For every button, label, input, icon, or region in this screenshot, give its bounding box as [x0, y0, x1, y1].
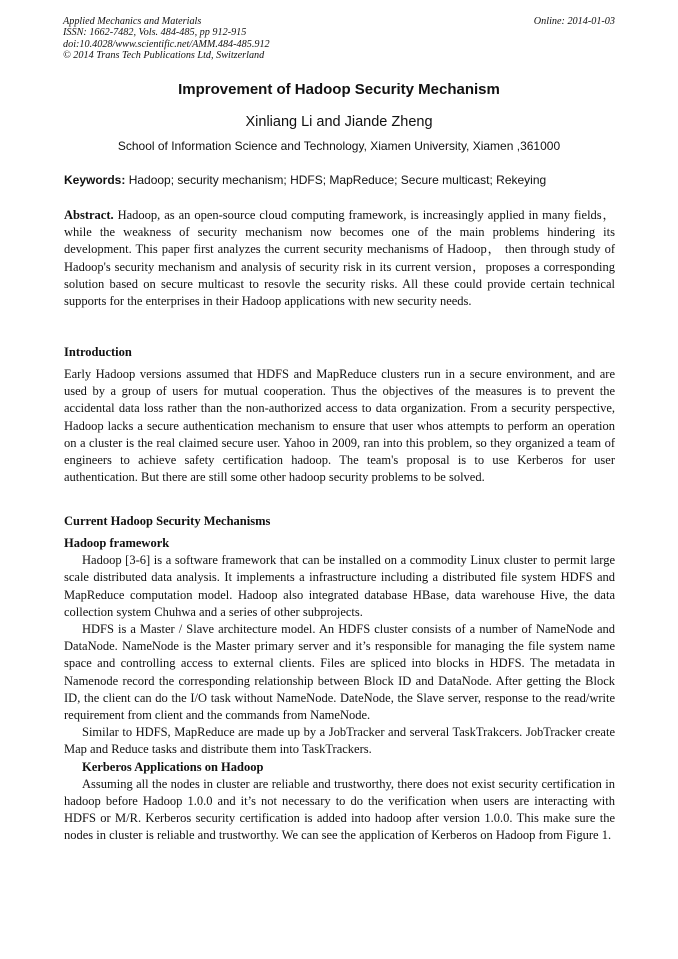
keywords-text: Hadoop; security mechanism; HDFS; MapReduce; Secure multicast; Rekeying: [125, 173, 547, 187]
framework-paragraph-2: HDFS is a Master / Slave architecture model. An HDFS cluster consists of a number of NameNode and DataNode. NameNode is the Master primary server and it’s responsible for managing the file system name space and controlling access to external clients. Files are spliced into blocks in HDFS. The metadata in Namenode record the corresponding relationship between Block ID and DataNode. After getting the Block ID, the client can do the I/O task without NameNode. DateNode, the Slave server, response to the read/write requirement from client and the commands from NameNode.: [64, 622, 615, 723]
journal-name: Applied Mechanics and Materials: [63, 16, 202, 27]
keywords: [64, 173, 615, 187]
abstract-label: Abstract.: [64, 208, 114, 222]
introduction-heading: Introduction: [64, 345, 132, 359]
current-mechanisms-body: [64, 535, 615, 845]
online-date: Online: 2014-01-03: [533, 16, 615, 27]
paper-authors: Xinliang Li and Jiande Zheng: [245, 114, 433, 130]
copyright-line: © 2014 Trans Tech Publications Ltd, Switzerland: [63, 50, 265, 62]
framework-paragraph-1: Hadoop [3-6] is a software framework that can be installed on a commodity Linux cluster to permit large scale distributed data analysis. It implements a infrastructure including a distributed file system HDFS and MapReduce computation model. Hadoop also integrated database HBase, data warehouse Hive, the data collection system Chuhwa and a series of other subprojects.: [64, 553, 615, 619]
page-header: [63, 16, 615, 62]
introduction-body: [64, 366, 615, 486]
doi-line: doi:10.4028/www.scientific.net/AMM.484-485.912: [63, 38, 270, 50]
framework-paragraph-3: Similar to HDFS, MapReduce are made up by a JobTracker and serveral TaskTrakcers. JobTracker create Map and Reduce tasks and distribute them into TaskTrackers.: [64, 725, 615, 757]
abstract-text: Hadoop, as an open-source cloud computing framework, is increasingly applied in many fields， while the weakness of security mechanism now becomes one of the main problems hindering its development. This paper first analyzes the current security mechanisms of Hadoop， then through study of Hadoop's security mechanism and analysis of security risk in its current version，proposes a corresponding solution based on secure multicast to resovle the security risks. All these could provide certain technical supports for the enterprises in their Hadoop applications with new security needs.: [64, 208, 615, 309]
paper-title: Improvement of Hadoop Security Mechanism: [178, 81, 500, 98]
current-mechanisms-heading: Current Hadoop Security Mechanisms: [64, 514, 271, 528]
keywords-label: Keywords:: [64, 173, 126, 187]
kerberos-paragraph: Assuming all the nodes in cluster are reliable and trustworthy, there does not exist security certification in hadoop before Hadoop 1.0.0 and it’s not necessary to do the verification when users are interacting with HDFS or M/R. Kerberos security certification is added into hadoop after version 1.0.0. This make sure the nodes in cluster is reliable and trustworthy. We can see the application of Kerberos on Hadoop from Figure 1.: [64, 776, 615, 843]
abstract: [64, 207, 615, 310]
introduction-text: Early Hadoop versions assumed that HDFS and MapReduce clusters run in a secure environment, and are used by a group of users for mutual cooperation. Thus the objectives of the measures is to prevent the accidental data loss rather than the non-authorized access to data organization. From a security perspective, Hadoop lacks a secure authentication mechanism to ensure that user whos attempts to perform an operation on a cluster is the real claimed secure user. Yahoo in 2009, ran into this problem, so they organized a team of engineers to achieve safety certification hadoop. The team's proposal is to use Kerberos for user authentication. But there are still some other hadoop security problems to be solved.: [64, 367, 615, 485]
issn-line: ISSN: 1662-7482, Vols. 484-485, pp 912-915: [63, 27, 247, 39]
author-affiliation: School of Information Science and Technology, Xiamen University, Xiamen ,361000: [117, 139, 561, 153]
kerberos-heading: Kerberos Applications on Hadoop: [82, 759, 264, 774]
hadoop-framework-heading: Hadoop framework: [64, 536, 170, 550]
